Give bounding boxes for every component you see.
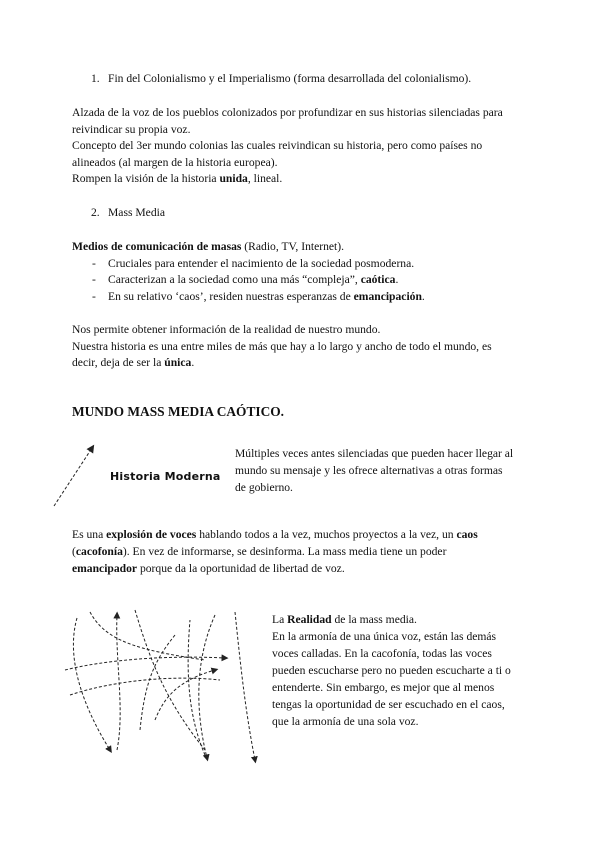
figure2-text-line: pueden escucharse pero no pueden escucharte a ti o <box>272 664 511 677</box>
historia-moderna-label: Historia Moderna <box>110 470 221 483</box>
chaos-arrow <box>155 670 215 720</box>
paragraph-line: Nos permite obtener información de la realidad de nuestro mundo. <box>72 323 381 336</box>
figure1-text-line: mundo su mensaje y les ofrece alternativas a otras formas <box>235 464 503 477</box>
chaos-arrows-diagram <box>55 600 255 770</box>
figure1-text-line: Múltiples veces antes silenciadas que pueden hacer llegar al <box>235 447 514 460</box>
chaos-arrow <box>140 635 175 730</box>
chaos-arrow <box>199 615 215 758</box>
bullet-item: Caracterizan a la sociedad como una más “compleja”, caótica. <box>108 273 399 286</box>
figure1-text-line: de gobierno. <box>235 481 293 494</box>
paragraph-line: alineados (al margen de la historia europea). <box>72 156 278 169</box>
explosion-line-1: Es una explosión de voces hablando todos a la vez, muchos proyectos a la vez, un caos <box>72 528 478 541</box>
figure2-text-line: voces calladas. En la cacofonía, todas las voces <box>272 647 492 660</box>
chaos-arrow <box>117 615 120 750</box>
chaos-arrow <box>90 612 205 660</box>
bullet-marker: - <box>92 257 96 270</box>
figure2-text-line: entenderte. Sin embargo, es mejor que al menos <box>272 681 495 694</box>
chaos-arrow <box>70 678 220 695</box>
section-title-mass-media: Mass Media <box>108 206 165 219</box>
explosion-line-3: emancipador porque da la oportunidad de libertad de voz. <box>72 562 345 575</box>
figure2-text-line: que la armonía de una sola voz. <box>272 715 419 728</box>
paragraph-line: Concepto del 3er mundo colonias las cuales reivindican su historia, pero como países no <box>72 139 483 152</box>
list-number-2: 2. <box>91 206 100 219</box>
bullet-marker: - <box>92 290 96 303</box>
page-heading: MUNDO MASS MEDIA CAÓTICO. <box>72 404 285 419</box>
chaos-arrow <box>235 612 255 760</box>
bullet-item: En su relativo ‘caos’, residen nuestras esperanzas de emancipación. <box>108 290 425 303</box>
paragraph-line-unida: Rompen la visión de la historia unida, lineal. <box>72 172 283 185</box>
figure2-text-line: En la armonía de una única voz, están las demás <box>272 630 497 643</box>
figure2-title: La Realidad de la mass media. <box>272 613 417 626</box>
paragraph-line: reivindicar su propia voz. <box>72 123 191 136</box>
paragraph-line-unica: decir, deja de ser la única. <box>72 356 195 369</box>
section-title-colonialismo: Fin del Colonialismo y el Imperialismo (forma desarrollada del colonialismo). <box>108 72 472 85</box>
chaos-arrow <box>73 618 110 750</box>
diagonal-arrow <box>54 448 92 506</box>
definition-line: Medios de comunicación de masas (Radio, TV, Internet). <box>72 240 345 253</box>
figure2-text-line: tengas la oportunidad de ser escuchado en el caos, <box>272 698 505 711</box>
paragraph-line: Alzada de la voz de los pueblos colonizados por profundizar en sus historias silenciadas para <box>72 106 503 119</box>
list-number-1: 1. <box>91 72 100 85</box>
bullet-marker: - <box>92 273 96 286</box>
paragraph-line: Nuestra historia es una entre miles de más que hay a lo largo y ancho de todo el mundo, es <box>72 340 492 353</box>
bullet-item: Cruciales para entender el nacimiento de la sociedad posmoderna. <box>108 257 415 270</box>
explosion-line-2: (cacofonía). En vez de informarse, se desinforma. La mass media tiene un poder <box>72 545 447 558</box>
